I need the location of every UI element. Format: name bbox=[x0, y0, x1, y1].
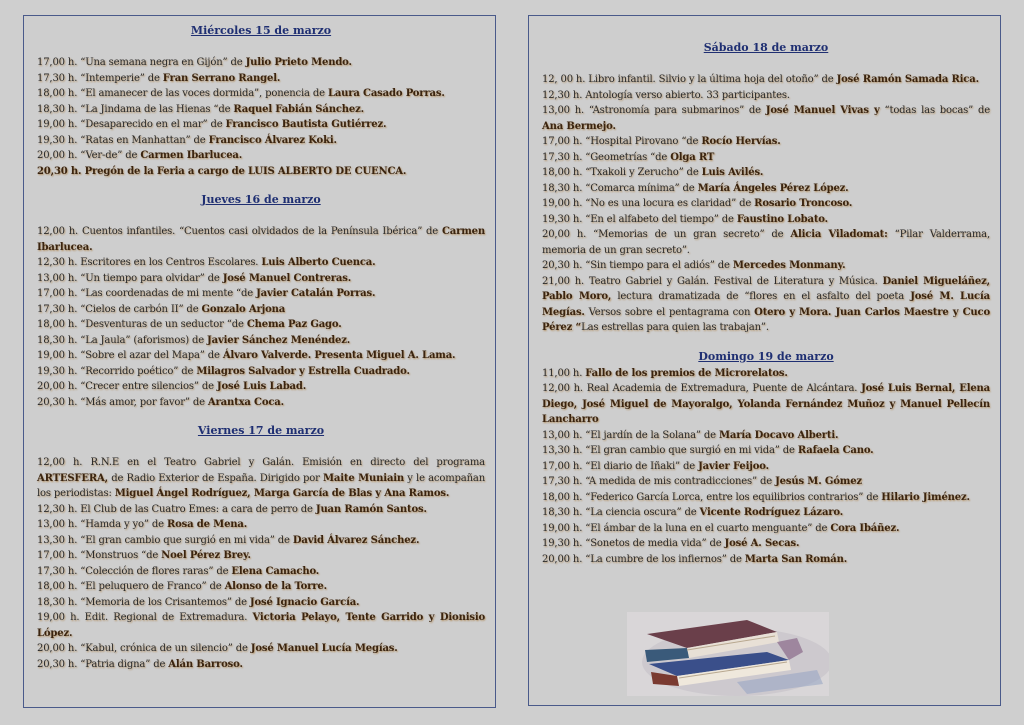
event-author: Javier Catalán Porras. bbox=[256, 288, 376, 299]
event-list bbox=[542, 366, 990, 568]
event-author: Raquel Fabián Sánchez. bbox=[233, 103, 364, 115]
event-item bbox=[542, 165, 990, 181]
event-list bbox=[37, 455, 485, 672]
event-description: 13,30 h. “El gran cambio que surgió en mi vida” de bbox=[37, 534, 293, 546]
event-description: “Pilar Valderrama, memoria de un gran secreto”. bbox=[542, 229, 990, 256]
event-description: Versos sobre el pentagrama con bbox=[584, 306, 755, 318]
event-item bbox=[37, 317, 485, 333]
event-item bbox=[37, 641, 485, 657]
event-description: 18,30 h. “La Jaula” (aforismos) de bbox=[37, 334, 208, 346]
event-author: ARTESFERA, bbox=[37, 472, 108, 484]
event-author: 20,30 h. Pregón de la Feria a cargo de LUIS ALBERTO DE CUENCA. bbox=[37, 165, 407, 177]
event-description: 18,00 h. “Txakoli y Zerucho” de bbox=[542, 167, 702, 178]
event-item bbox=[37, 271, 485, 287]
event-item bbox=[37, 55, 485, 71]
event-item bbox=[542, 366, 990, 382]
event-author: José Manuel Vivas y bbox=[765, 105, 880, 116]
event-description: 21,00 h. Teatro Gabriel y Galán. Festival de Literatura y Música. bbox=[542, 275, 883, 287]
event-description: 18,30 h. “La Jindama de las Hienas “de bbox=[37, 103, 234, 115]
event-item bbox=[542, 150, 990, 166]
event-item bbox=[542, 521, 990, 537]
event-description: 12,00 h. Cuentos infantiles. “Cuentos casi olvidados de la Península Ibérica” de bbox=[37, 226, 442, 237]
event-author: Fran Serrano Rangel. bbox=[162, 72, 281, 84]
event-author: Rafaela Cano. bbox=[797, 445, 874, 456]
day-section bbox=[37, 193, 485, 410]
event-description: 11,00 h. bbox=[542, 367, 586, 379]
day-title: Miércoles 15 de marzo bbox=[190, 24, 332, 37]
event-description: 13,00 h. “Astronomía para submarinos” de bbox=[542, 105, 766, 116]
event-item bbox=[542, 536, 990, 552]
event-author: Álvaro Valverde. Presenta Miguel A. Lama. bbox=[222, 350, 456, 361]
event-author: Milagros Salvador y Estrella Cuadrado. bbox=[196, 365, 410, 377]
event-author: Javier Feijoo. bbox=[698, 460, 769, 472]
event-description: 20,00 h. “Crecer entre silencios” de bbox=[37, 381, 217, 392]
event-description: 18,30 h. “Memoria de los Crisantemos” de bbox=[37, 596, 250, 608]
event-item bbox=[542, 212, 990, 228]
event-item bbox=[542, 428, 990, 444]
event-description: 17,00 h. “El diario de Iñaki” de bbox=[542, 460, 699, 472]
event-item bbox=[37, 517, 485, 533]
event-item bbox=[542, 181, 990, 197]
event-description: 19,30 h. “En el alfabeto del tiempo” de bbox=[542, 213, 737, 225]
event-item bbox=[37, 286, 485, 302]
event-author: Laura Casado Porras. bbox=[327, 88, 445, 99]
event-author: Rosario Troncoso. bbox=[754, 198, 853, 209]
event-item bbox=[37, 302, 485, 318]
event-item bbox=[542, 103, 990, 134]
event-description: 20,00 h. “La cumbre de los infiernos” de bbox=[542, 553, 745, 565]
event-item bbox=[37, 395, 485, 411]
event-author: Rosa de Mena. bbox=[166, 519, 248, 530]
event-description: 18,00 h. “Federico García Lorca, entre los equilibrios contrarios” de bbox=[542, 491, 882, 503]
event-item bbox=[37, 164, 485, 180]
day-title: Jueves 16 de marzo bbox=[201, 193, 321, 206]
event-author: David Álvarez Sánchez. bbox=[292, 534, 420, 546]
event-item bbox=[37, 564, 485, 580]
event-description: 12,30 h. El Club de las Cuatro Emes: a cara de perro de bbox=[37, 503, 316, 515]
event-item bbox=[542, 490, 990, 506]
event-item bbox=[542, 443, 990, 459]
event-author: Otero y Mora. Juan Carlos Maestre y Cuco Pérez “ bbox=[542, 306, 990, 333]
event-item bbox=[37, 148, 485, 164]
event-description: 19,00 h. “Desaparecido en el mar” de bbox=[37, 119, 226, 130]
event-item bbox=[37, 364, 485, 380]
event-author: Victoria Pelayo, Tente Garrido y Dionisio López. bbox=[37, 612, 485, 639]
event-description: 12,30 h. Antología verso abierto. 33 participantes. bbox=[542, 89, 790, 101]
event-author: Noel Pérez Brey. bbox=[161, 550, 251, 561]
event-item bbox=[37, 595, 485, 611]
event-author: Jesús M. Gómez bbox=[775, 476, 862, 487]
event-item bbox=[37, 86, 485, 102]
right-panel bbox=[528, 15, 1001, 706]
event-author: María Ángeles Pérez López. bbox=[697, 182, 849, 194]
event-author: Carmen Ibarlucea. bbox=[140, 150, 243, 161]
event-description: 12,00 h. Real Academia de Extremadura, Puente de Alcántara. bbox=[542, 383, 862, 394]
day-title: Viernes 17 de marzo bbox=[197, 424, 325, 437]
event-description: y le acompañan los periodistas: bbox=[37, 472, 485, 499]
event-author: Elena Camacho. bbox=[231, 565, 320, 577]
event-item bbox=[542, 258, 990, 274]
event-description: de Radio Exterior de España. Dirigido por bbox=[107, 472, 324, 484]
event-author: Arantxa Coca. bbox=[207, 396, 284, 408]
event-description: 13,30 h. “El gran cambio que surgió en mi vida” de bbox=[542, 445, 798, 456]
event-description: 20,00 h. “Ver-de” de bbox=[37, 150, 141, 161]
event-author: Vicente Rodríguez Lázaro. bbox=[699, 507, 844, 518]
event-list bbox=[37, 55, 485, 179]
event-item bbox=[37, 379, 485, 395]
event-description: 19,30 h. “Ratas en Manhattan” de bbox=[37, 134, 209, 146]
event-item bbox=[542, 227, 990, 258]
event-description: 20,30 h. “Sin tiempo para el adiós” de bbox=[542, 260, 733, 271]
event-item bbox=[37, 333, 485, 349]
event-item bbox=[37, 455, 485, 502]
event-author: Marta San Román. bbox=[744, 553, 848, 565]
event-description: 13,00 h. “Un tiempo para olvidar” de bbox=[37, 272, 223, 284]
event-item bbox=[37, 255, 485, 271]
event-author: Maite Muniain bbox=[323, 472, 405, 484]
event-description: 13,00 h. “Hamda y yo” de bbox=[37, 519, 167, 530]
event-description: 17,30 h. “Geometrías “de bbox=[542, 151, 671, 163]
event-item bbox=[542, 134, 990, 150]
event-author: José Manuel Lucía Megías. bbox=[250, 643, 398, 654]
event-description: 12, 00 h. Libro infantil. Silvio y la última hoja del otoño” de bbox=[542, 74, 837, 85]
event-description: 18,00 h. “Desventuras de un seductor “de bbox=[37, 319, 247, 330]
event-description: 13,00 h. “El jardín de la Solana” de bbox=[542, 429, 719, 441]
event-description: 18,30 h. “La ciencia oscura” de bbox=[542, 507, 700, 518]
event-description: Las estrellas para quien las trabajan”. bbox=[581, 322, 769, 333]
stacked-books-watercolor-icon bbox=[627, 612, 829, 696]
event-description: 17,30 h. “Colección de flores raras” de bbox=[37, 565, 232, 577]
event-author: Juan Ramón Santos. bbox=[315, 503, 427, 515]
event-description: 19,00 h. Edit. Regional de Extremadura. bbox=[37, 612, 253, 623]
event-description: 20,30 h. “Patria digna” de bbox=[37, 658, 169, 670]
event-author: Alán Barroso. bbox=[168, 658, 243, 670]
left-panel bbox=[23, 15, 496, 708]
event-description: 19,30 h. “Recorrido poético” de bbox=[37, 365, 197, 377]
event-item bbox=[542, 381, 990, 428]
day-section bbox=[37, 424, 485, 672]
event-author: Gonzalo Arjona bbox=[201, 303, 286, 315]
event-description: 20,00 h. “Memorias de un gran secreto” de bbox=[542, 229, 791, 240]
event-author: Alicia Viladomat: bbox=[790, 229, 888, 240]
event-description: 19,00 h. “Sobre el azar del Mapa” de bbox=[37, 350, 223, 361]
event-description: 17,00 h. “Hospital Pirovano “de bbox=[542, 136, 702, 147]
event-author: Rocío Hervías. bbox=[701, 136, 781, 147]
event-item bbox=[37, 117, 485, 133]
event-description: 17,30 h. “A medida de mis contradicciones” de bbox=[542, 476, 776, 487]
event-item bbox=[37, 610, 485, 641]
event-description: 18,00 h. “El amanecer de las voces dormida”, ponencia de bbox=[37, 88, 328, 99]
event-item bbox=[37, 102, 485, 118]
event-author: José A. Secas. bbox=[724, 538, 800, 549]
event-author: Alonso de la Torre. bbox=[224, 581, 327, 592]
event-list bbox=[542, 72, 990, 336]
event-author: María Docavo Alberti. bbox=[718, 429, 839, 441]
event-item bbox=[37, 71, 485, 87]
event-author: Carmen Ibarlucea. bbox=[37, 226, 485, 253]
event-description: 17,30 h. “Cielos de carbón II” de bbox=[37, 303, 202, 315]
event-description: 17,00 h. “Las coordenadas de mi mente “de bbox=[37, 288, 257, 299]
event-description: 18,00 h. “El peluquero de Franco” de bbox=[37, 581, 225, 592]
event-author: José M. Lucía Megías. bbox=[542, 291, 990, 318]
event-author: Daniel Migueláñez, Pablo Moro, bbox=[542, 275, 990, 302]
event-item bbox=[37, 348, 485, 364]
event-author: Ana Bermejo. bbox=[542, 120, 616, 132]
event-author: José Luis Labad. bbox=[216, 381, 307, 392]
event-description: 18,30 h. “Comarca mínima” de bbox=[542, 182, 698, 194]
event-description: lectura dramatizada de “flores en el asfalto del poeta bbox=[611, 291, 911, 302]
event-description: 17,00 h. “Una semana negra en Gijón” de bbox=[37, 57, 246, 68]
event-item bbox=[37, 133, 485, 149]
event-author: Olga RT bbox=[670, 151, 715, 163]
event-author: Luis Avilés. bbox=[701, 167, 764, 178]
event-description: “todas las bocas” de bbox=[879, 105, 990, 116]
event-item bbox=[542, 196, 990, 212]
event-item bbox=[37, 548, 485, 564]
event-author: José Luis Bernal, Elena Diego, José Miguel de Mayoralgo, Yolanda Fernández Muñoz y Manuel Pellecín Lancharro bbox=[542, 383, 991, 425]
event-item bbox=[542, 505, 990, 521]
event-description: 19,30 h. “Sonetos de media vida” de bbox=[542, 538, 725, 549]
day-section bbox=[542, 41, 990, 336]
event-item bbox=[542, 459, 990, 475]
day-section bbox=[542, 350, 990, 568]
event-author: Cora Ibáñez. bbox=[830, 522, 900, 534]
event-description: 12,00 h. R.N.E en el Teatro Gabriel y Galán. Emisión en directo del programa bbox=[37, 457, 485, 468]
event-item bbox=[542, 88, 990, 104]
event-author: José Manuel Contreras. bbox=[222, 272, 352, 284]
day-title: Domingo 19 de marzo bbox=[698, 349, 834, 363]
event-description: 12,30 h. Escritores en los Centros Escolares. bbox=[37, 257, 262, 268]
event-item bbox=[542, 552, 990, 568]
day-section bbox=[37, 24, 485, 179]
event-author: Francisco Álvarez Koki. bbox=[208, 134, 337, 146]
event-author: Luis Alberto Cuenca. bbox=[261, 257, 376, 268]
event-item bbox=[37, 579, 485, 595]
event-item bbox=[37, 502, 485, 518]
event-list bbox=[37, 224, 485, 410]
event-author: Mercedes Monmany. bbox=[732, 260, 846, 271]
event-description: 20,00 h. “Kabul, crónica de un silencio” de bbox=[37, 643, 251, 654]
event-author: Hilario Jiménez. bbox=[881, 491, 970, 503]
day-title: Sábado 18 de marzo bbox=[703, 41, 829, 54]
event-author: Francisco Bautista Gutiérrez. bbox=[225, 119, 387, 130]
event-author: Miguel Ángel Rodríguez, Marga García de Blas y Ana Ramos. bbox=[114, 488, 450, 499]
event-item bbox=[37, 224, 485, 255]
event-item bbox=[542, 274, 990, 336]
event-author: Julio Prieto Mendo. bbox=[245, 57, 352, 68]
event-author: Javier Sánchez Menéndez. bbox=[207, 334, 351, 346]
event-author: Fallo de los premios de Microrelatos. bbox=[585, 367, 788, 379]
event-author: Chema Paz Gago. bbox=[246, 319, 342, 330]
event-description: 19,00 h. “El ámbar de la luna en el cuarto menguante” de bbox=[542, 522, 831, 534]
event-description: 19,00 h. “No es una locura es claridad” de bbox=[542, 198, 755, 209]
event-author: José Ramón Samada Rica. bbox=[836, 74, 979, 85]
event-item bbox=[542, 72, 990, 88]
event-item bbox=[542, 474, 990, 490]
event-description: 17,00 h. “Monstruos “de bbox=[37, 550, 162, 561]
event-description: 17,30 h. “Intemperie” de bbox=[37, 72, 163, 84]
event-description: 20,30 h. “Más amor, por favor” de bbox=[37, 396, 208, 408]
event-item bbox=[37, 657, 485, 673]
event-item bbox=[37, 533, 485, 549]
event-author: Faustino Lobato. bbox=[736, 213, 828, 225]
event-author: José Ignacio García. bbox=[249, 596, 360, 608]
